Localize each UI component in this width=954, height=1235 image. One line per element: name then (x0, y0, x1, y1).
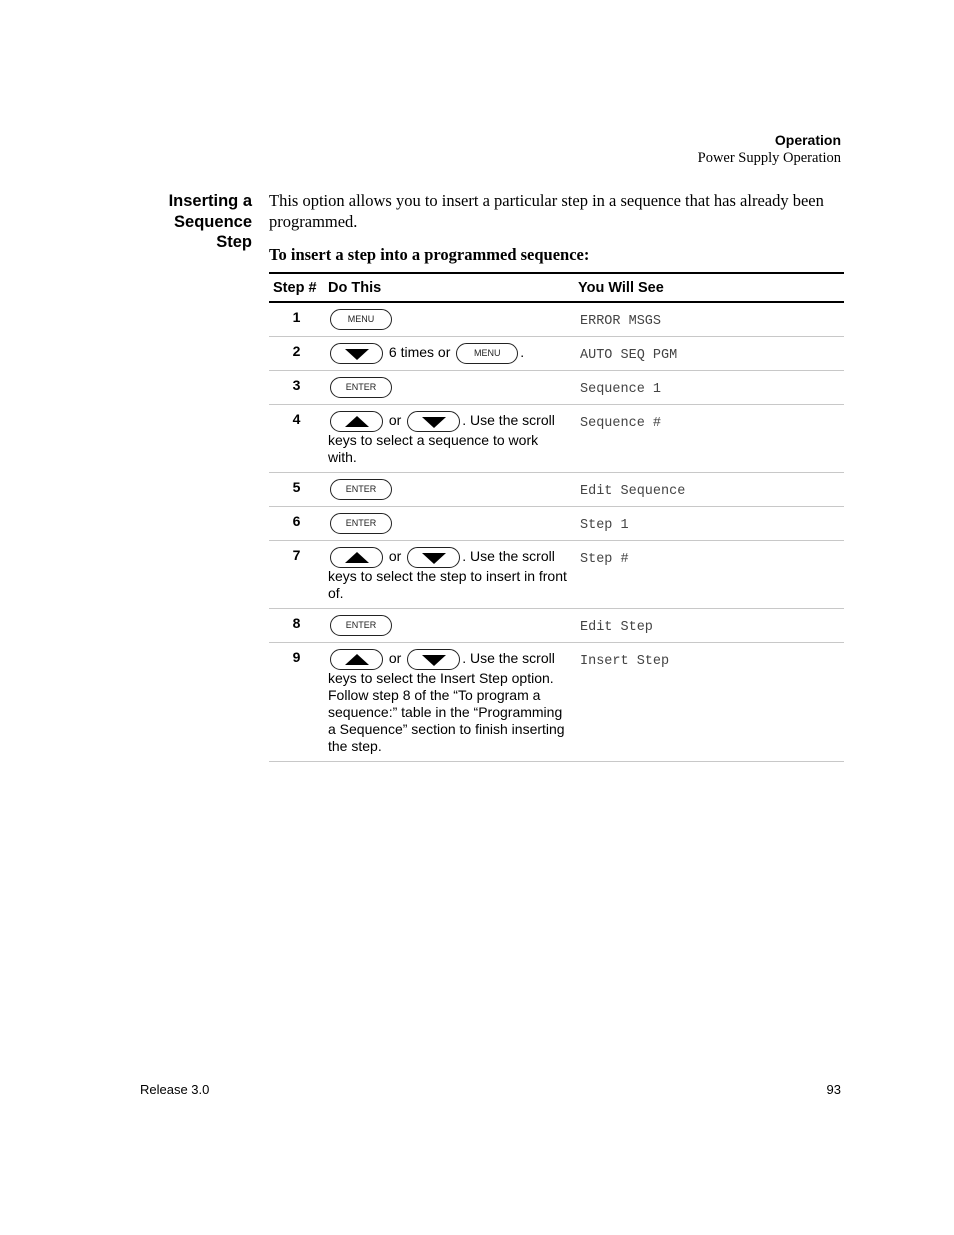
table-row (269, 609, 844, 643)
display-readout: AUTO SEQ PGM (580, 348, 678, 363)
enter-key-icon: ENTER (330, 479, 392, 500)
step-instruction-or: or (388, 412, 402, 429)
step-number: 3 (292, 377, 301, 393)
up-arrow-key-icon (330, 411, 383, 432)
down-arrow-key-icon (407, 649, 460, 670)
table-row (269, 371, 844, 405)
step-instruction-continued: keys to select the step to insert in front of. (328, 568, 567, 601)
table-row (269, 473, 844, 507)
table-row (269, 302, 844, 337)
display-readout: Sequence 1 (580, 382, 662, 397)
procedure-title: To insert a step into a programmed sequence: (269, 245, 590, 264)
table-row (269, 507, 844, 541)
display-readout: Edit Sequence (580, 484, 686, 499)
step-action (324, 473, 574, 507)
step-number: 4 (292, 411, 301, 427)
column-header-you-will-see: You Will See (578, 280, 664, 296)
down-arrow-key-icon (407, 547, 460, 568)
display-readout: Step 1 (580, 518, 629, 533)
step-action (324, 405, 574, 473)
step-instruction-or: or (388, 548, 402, 565)
display-readout: ERROR MSGS (580, 314, 662, 329)
step-number: 9 (292, 649, 301, 665)
step-instruction: 6 times or (388, 344, 451, 361)
table-header-row (269, 273, 844, 302)
enter-key-icon: ENTER (330, 513, 392, 534)
step-instruction: . Use the scroll (462, 650, 555, 667)
step-instruction-or: or (388, 650, 402, 667)
footer-release: Release 3.0 (140, 1082, 210, 1097)
step-instruction: . Use the scroll (462, 548, 555, 565)
step-action (324, 643, 574, 762)
up-arrow-key-icon (330, 649, 383, 670)
table-row (269, 337, 844, 371)
table-row (269, 541, 844, 609)
step-action (324, 507, 574, 541)
section-heading-line: Inserting a (168, 192, 252, 210)
section-heading-line: Step (216, 233, 252, 251)
step-action (324, 541, 574, 609)
display-readout: Sequence # (580, 416, 662, 431)
menu-key-icon: MENU (456, 343, 518, 364)
step-number: 8 (292, 615, 301, 631)
footer-page-number: 93 (826, 1082, 841, 1097)
step-action (324, 609, 574, 643)
enter-key-icon: ENTER (330, 377, 392, 398)
section-heading (122, 191, 252, 253)
column-header-do-this: Do This (328, 280, 382, 296)
step-number: 6 (292, 513, 301, 529)
step-instruction-continued: keys to select a sequence to work with. (328, 432, 539, 465)
intro-paragraph: This option allows you to insert a particular step in a sequence that has already been programmed. (269, 191, 824, 231)
table-row (269, 405, 844, 473)
step-number: 7 (292, 547, 301, 563)
column-header-step: Step # (273, 280, 317, 296)
step-action (324, 371, 574, 405)
up-arrow-key-icon (330, 547, 383, 568)
step-number: 1 (292, 309, 301, 325)
display-readout: Step # (580, 552, 629, 567)
down-arrow-key-icon (330, 343, 383, 364)
section-heading-line: Sequence (174, 212, 252, 231)
running-header-subsection: Power Supply Operation (697, 150, 841, 166)
running-header-section: Operation (774, 132, 841, 148)
step-number: 5 (292, 479, 301, 495)
display-readout: Insert Step (580, 654, 670, 669)
down-arrow-key-icon (407, 411, 460, 432)
enter-key-icon: ENTER (330, 615, 392, 636)
table-row (269, 643, 844, 762)
step-action (324, 337, 574, 371)
display-readout: Edit Step (580, 620, 653, 635)
step-instruction-continued: keys to select the Insert Step option. Follow step 8 of the “To program a sequence:” table in the “Programming a Sequence” section to finish inserting the step. (328, 670, 565, 754)
step-action (324, 302, 574, 337)
procedure-table (269, 272, 844, 762)
step-number: 2 (292, 343, 301, 359)
menu-key-icon: MENU (330, 309, 392, 330)
step-instruction: . Use the scroll (462, 412, 555, 429)
step-instruction-tail: . (520, 344, 525, 361)
